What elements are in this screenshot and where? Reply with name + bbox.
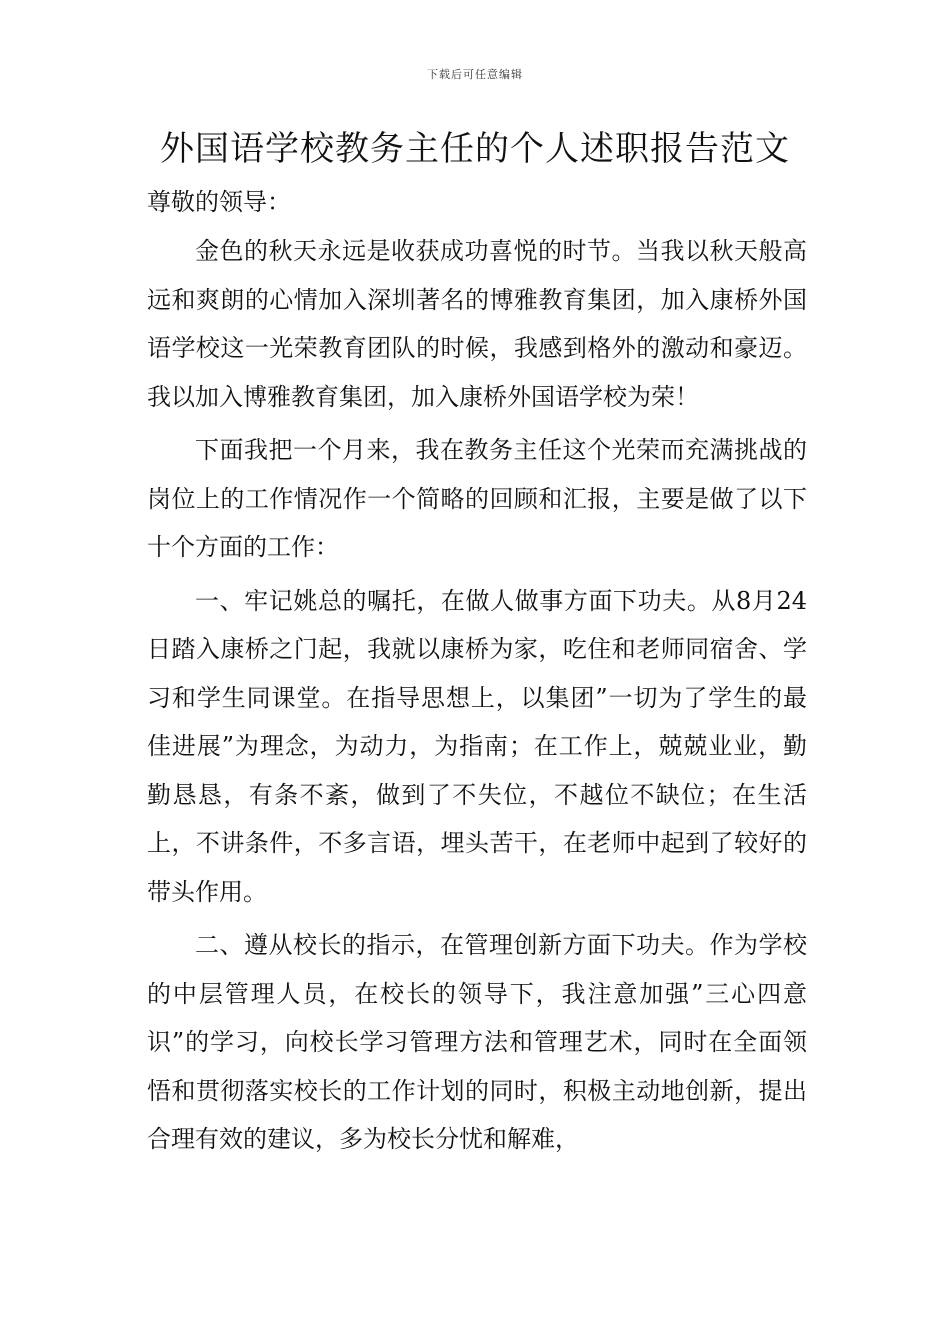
paragraph-section-one: 一、牢记姚总的嘱托，在做人做事方面下功夫。从8月24日踏入康桥之门起，我就以康桥为家，吃住和老师同宿舍、学习和学生同课堂。在指导思想上，以集团”一切为了学生的最佳进展”为理念，为动力，为指南；在工作上，兢兢业业，勤勤恳恳，有条不紊，做到了不失位，不越位不缺位；在生活上，不讲条件，不多言语，埋头苦干，在老师中起到了较好的带头作用。	[147, 586, 807, 906]
paragraph-intro: 金色的秋天永远是收获成功喜悦的时节。当我以秋天般高远和爽朗的心情加入深圳著名的博雅教育集团，加入康桥外国语学校这一光荣教育团队的时候，我感到格外的激动和豪迈。我以加入博雅教育集团，加入康桥外国语学校为荣！	[147, 237, 807, 411]
salutation: 尊敬的领导：	[147, 188, 291, 216]
document-title: 外国语学校教务主任的个人述职报告范文	[160, 129, 790, 169]
document-body	[147, 178, 807, 1169]
paragraph-overview: 下面我把一个月来，我在教务主任这个光荣而充满挑战的岗位上的工作情况作一个简略的回顾和汇报，主要是做了以下十个方面的工作：	[147, 436, 807, 561]
download-note: 下载后可任意编辑	[427, 68, 523, 81]
paragraph-section-two: 二、遵从校长的指示，在管理创新方面下功夫。作为学校的中层管理人员，在校长的领导下，我注意加强”三心四意识”的学习，向校长学习管理方法和管理艺术，同时在全面领悟和贯彻落实校长的工作计划的同时，积极主动地创新，提出合理有效的建议，多为校长分忧和解难，	[147, 931, 807, 1153]
